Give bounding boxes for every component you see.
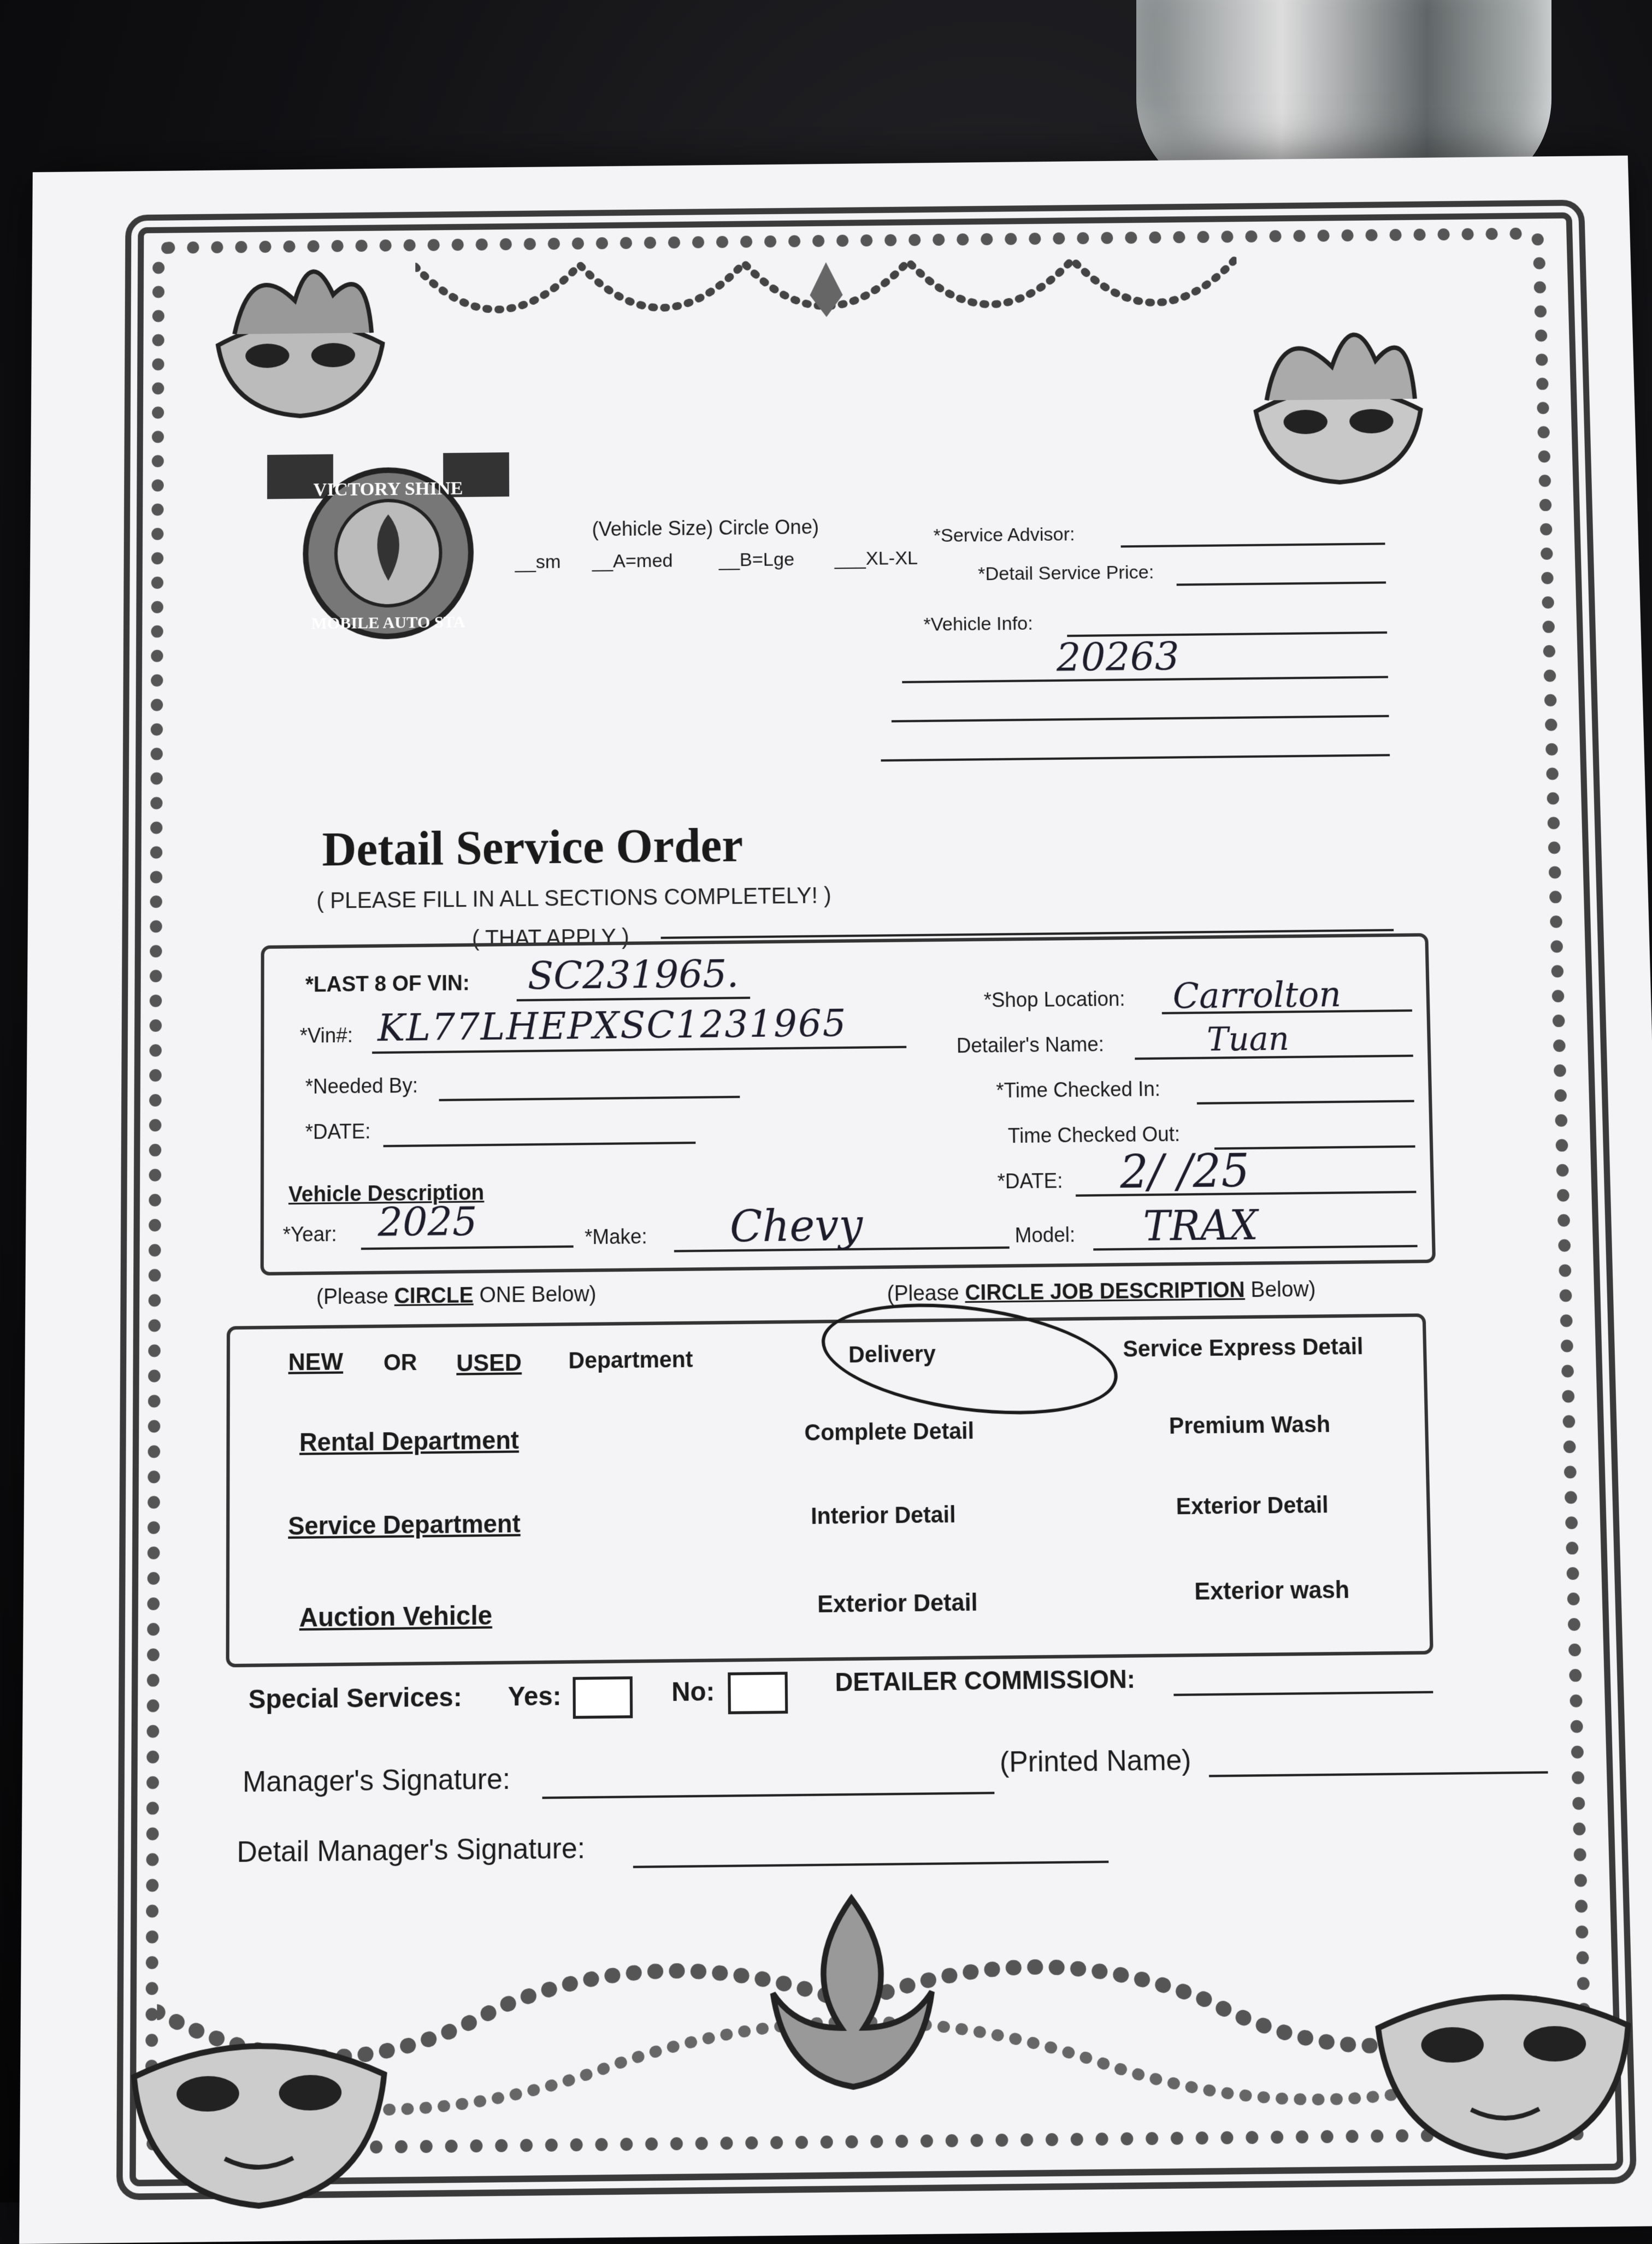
model-value: TRAX — [1142, 1201, 1259, 1250]
yes-checkbox[interactable] — [573, 1676, 633, 1719]
paper-form — [19, 156, 1652, 2244]
model-label: Model: — [1014, 1223, 1076, 1247]
date-label: *DATE: — [305, 1119, 371, 1144]
printed-name-label: (Printed Name) — [999, 1743, 1191, 1779]
shop-location-label: *Shop Location: — [983, 987, 1125, 1012]
special-services-label: Special Services: — [248, 1681, 462, 1715]
size-option-sm[interactable]: __sm — [515, 551, 561, 573]
size-option-xl[interactable]: ___XL-XL — [834, 547, 918, 570]
year-label: *Year: — [282, 1222, 337, 1247]
year-value: 2025 — [377, 1198, 477, 1246]
detail-manager-signature-label: Detail Manager's Signature: — [237, 1832, 586, 1869]
vehicle-description-label: Vehicle Description — [288, 1180, 485, 1207]
job-interior-detail[interactable]: Interior Detail — [811, 1502, 956, 1530]
last8-vin-value: SC231965. — [527, 952, 739, 999]
dept-department: Department — [568, 1347, 693, 1374]
dept-or: OR — [383, 1350, 417, 1376]
job-complete-detail[interactable]: Complete Detail — [804, 1418, 975, 1446]
no-label: No: — [671, 1676, 715, 1707]
detailer-name-value: Tuan — [1206, 1019, 1290, 1059]
dept-new[interactable]: NEW — [288, 1348, 344, 1375]
job-exterior-detail-1[interactable]: Exterior Detail — [817, 1588, 978, 1618]
mask-bottom-right-icon — [1354, 1931, 1652, 2182]
that-apply-note: ( THAT APPLY ) — [471, 924, 629, 952]
job-service-express[interactable]: Service Express Detail — [1123, 1334, 1364, 1362]
time-in-label: *Time Checked In: — [996, 1077, 1161, 1102]
job-exterior-detail-2[interactable]: Exterior Detail — [1176, 1492, 1329, 1520]
shop-location-value: Carrolton — [1172, 973, 1342, 1017]
detail-price-label: *Detail Service Price: — [977, 562, 1154, 585]
dept-auction[interactable]: Auction Vehicle — [299, 1600, 493, 1633]
date2-value: 2/ /25 — [1119, 1144, 1250, 1199]
size-option-lge[interactable]: __B=Lge — [718, 548, 795, 571]
vehicle-size-heading: (Vehicle Size) Circle One) — [592, 515, 819, 541]
needed-by-label: *Needed By: — [305, 1073, 418, 1099]
garland-top-icon — [415, 236, 1238, 387]
service-advisor-label: *Service Advisor: — [933, 523, 1075, 547]
last8-vin-label: *LAST 8 OF VIN: — [305, 971, 470, 997]
dept-service[interactable]: Service Department — [288, 1509, 521, 1541]
make-value: Chevy — [729, 1199, 863, 1252]
no-checkbox[interactable] — [728, 1672, 788, 1714]
job-premium-wash[interactable]: Premium Wash — [1169, 1412, 1331, 1439]
dept-rental[interactable]: Rental Department — [299, 1426, 520, 1457]
commission-label: DETAILER COMMISSION: — [835, 1665, 1136, 1697]
form-title: Detail Service Order — [322, 818, 744, 877]
mask-bottom-left-icon — [110, 1980, 407, 2231]
make-label: *Make: — [584, 1224, 647, 1249]
manager-signature-label: Manager's Signature: — [243, 1762, 511, 1798]
form-instruction: ( PLEASE FILL IN ALL SECTIONS COMPLETELY! ) — [316, 883, 831, 914]
svg-text:MOBILE AUTO STA: MOBILE AUTO STA — [311, 612, 465, 633]
vehicle-info-value: 20263 — [1056, 633, 1180, 681]
time-out-label: Time Checked Out: — [1007, 1122, 1181, 1148]
dept-used[interactable]: USED — [456, 1349, 522, 1377]
victory-shine-logo — [262, 441, 516, 643]
yes-label: Yes: — [508, 1680, 562, 1711]
job-exterior-wash[interactable]: Exterior wash — [1194, 1575, 1350, 1605]
circle-job-instruction: (Please CIRCLE JOB DESCRIPTION Below) — [887, 1277, 1316, 1306]
date2-label: *DATE: — [997, 1168, 1063, 1193]
mask-top-left-icon — [185, 234, 416, 467]
svg-text:VICTORY SHINE: VICTORY SHINE — [313, 478, 463, 500]
circle-one-instruction: (Please CIRCLE ONE Below) — [316, 1282, 597, 1309]
vin-value: KL77LHEPXSC1231965 — [377, 1001, 847, 1050]
size-option-med[interactable]: __A=med — [592, 550, 673, 572]
job-delivery[interactable]: Delivery — [848, 1341, 936, 1368]
vehicle-info-label: *Vehicle Info: — [923, 613, 1034, 635]
vin-label: *Vin#: — [299, 1023, 353, 1048]
detailer-name-label: Detailer's Name: — [956, 1032, 1105, 1058]
mask-top-right-icon — [1221, 299, 1456, 533]
